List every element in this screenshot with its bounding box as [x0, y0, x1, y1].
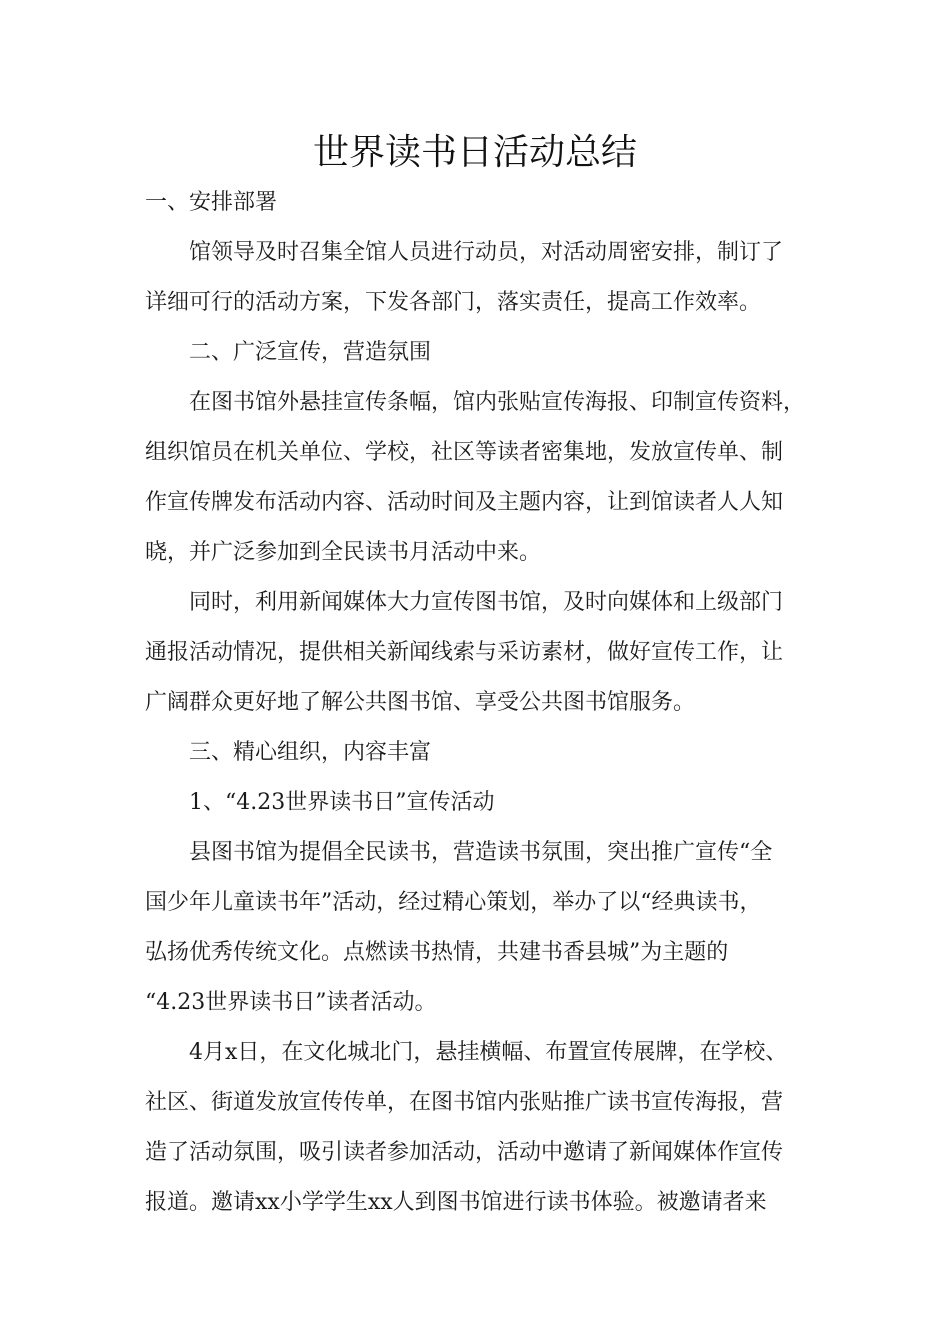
text-line: 社区、街道发放宣传传单，在图书馆内张贴推广读书宣传海报，营: [145, 1090, 784, 1115]
text-line: 国少年儿童读书年”活动，经过精心策划，举办了以“经典读书，: [145, 890, 762, 915]
text-line: 通报活动情况，提供相关新闻线索与采访素材，做好宣传工作，让: [145, 640, 784, 665]
text-line: 一、安排部署: [145, 190, 278, 215]
text-line: 在图书馆外悬挂宣传条幅，馆内张贴宣传海报、印制宣传资料，: [189, 390, 806, 415]
document-body: [145, 178, 815, 1228]
text-line: “4.23世界读书日”读者活动。: [145, 990, 437, 1015]
text-line: 晓，并广泛参加到全民读书月活动中来。: [145, 540, 542, 565]
text-line: 广阔群众更好地了解公共图书馆、享受公共图书馆服务。: [145, 690, 696, 715]
text-line: 4月x日，在文化城北门，悬挂横幅、布置宣传展牌，在学校、: [189, 1040, 788, 1065]
document-title: 世界读书日活动总结: [312, 132, 637, 173]
text-line: 造了活动氛围，吸引读者参加活动，活动中邀请了新闻媒体作宣传: [145, 1140, 784, 1165]
text-line: 作宣传牌发布活动内容、活动时间及主题内容，让到馆读者人人知: [145, 490, 784, 515]
text-line: 组织馆员在机关单位、学校，社区等读者密集地，发放宣传单、制: [145, 440, 784, 465]
text-line: 馆领导及时召集全馆人员进行动员，对活动周密安排，制订了: [189, 240, 784, 265]
text-line: 报道。邀请xx小学学生xx人到图书馆进行读书体验。被邀请者来: [145, 1190, 767, 1215]
text-line: 同时，利用新闻媒体大力宣传图书馆，及时向媒体和上级部门: [189, 590, 784, 615]
text-line: 县图书馆为提倡全民读书，营造读书氛围，突出推广宣传“全: [189, 840, 773, 865]
text-line: 详细可行的活动方案，下发各部门，落实责任，提高工作效率。: [145, 290, 762, 315]
text-line: 弘扬优秀传统文化。点燃读书热情，共建书香县城”为主题的: [145, 940, 729, 965]
text-line: 三、精心组织，内容丰富: [189, 740, 432, 765]
text-line: 1、“4.23世界读书日”宣传活动: [189, 790, 495, 815]
text-line: 二、广泛宣传，营造氛围: [189, 340, 432, 365]
